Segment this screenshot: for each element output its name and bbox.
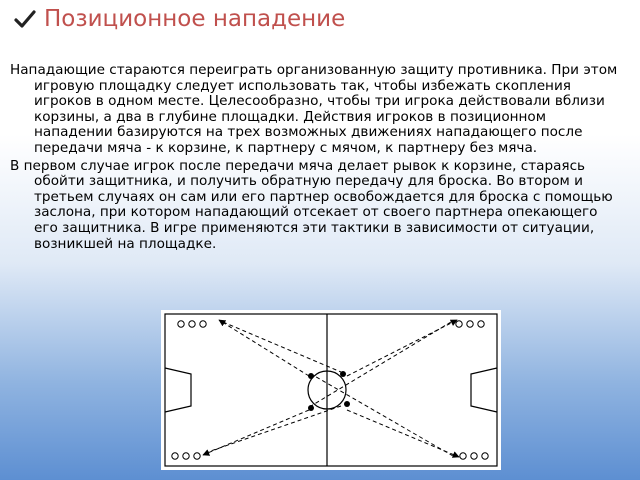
checkmark-icon xyxy=(12,6,38,32)
corner-marker xyxy=(456,321,462,327)
paragraph-1: Нападающие стараются переиграть организованную защиту противника. При этом игровую площадку следует использовать так, чтобы избежать скопления игроков в одном месте. Целесообразно, чтобы три игрока действовали вблизи корзины, а два в глубине площадки. Действия игроков в позиционном нападении базируются на трех возможных движениях нападающего после передачи мяча - к корзине, к партнеру с мячом, к партнеру без мяча. xyxy=(10,62,618,156)
corner-marker xyxy=(183,453,189,459)
corner-marker xyxy=(172,453,178,459)
slide-title: Позиционное нападение xyxy=(44,6,346,32)
slide-title-row xyxy=(12,6,345,32)
corner-marker xyxy=(467,321,473,327)
corner-marker xyxy=(200,321,206,327)
player-dot xyxy=(308,373,314,379)
movement-arrow xyxy=(347,320,457,376)
corner-marker xyxy=(194,453,200,459)
corner-marker xyxy=(460,453,466,459)
player-dot xyxy=(308,405,314,411)
paragraph-2: В первом случае игрок после передачи мяча делает рывок к корзине, стараясь обойти защитника, и получить обратную передачу для броска. Во втором и третьем случаях он сам или его партнер освобождается для броска с помощью заслона, при котором нападающий отсекает от своего партнера опекающего его защитника. В игре применяются эти тактики в зависимости от ситуации, возникшей на площадке. xyxy=(10,157,613,252)
movement-arrow xyxy=(219,320,309,376)
player-dot xyxy=(344,401,350,407)
player-dot xyxy=(340,371,346,377)
court-diagram xyxy=(161,310,501,470)
movement-arrow xyxy=(347,410,459,457)
corner-marker xyxy=(178,321,184,327)
corner-marker xyxy=(482,453,488,459)
left-key xyxy=(165,368,191,412)
right-key xyxy=(471,368,497,412)
basketball-court-diagram xyxy=(161,310,501,470)
corner-marker xyxy=(189,321,195,327)
slide-body xyxy=(10,63,625,254)
corner-marker xyxy=(478,321,484,327)
pass-line xyxy=(311,322,451,406)
pass-line xyxy=(311,374,453,456)
pass-line xyxy=(205,406,341,453)
corner-marker xyxy=(471,453,477,459)
pass-line xyxy=(223,322,341,372)
court-outline xyxy=(165,314,497,466)
